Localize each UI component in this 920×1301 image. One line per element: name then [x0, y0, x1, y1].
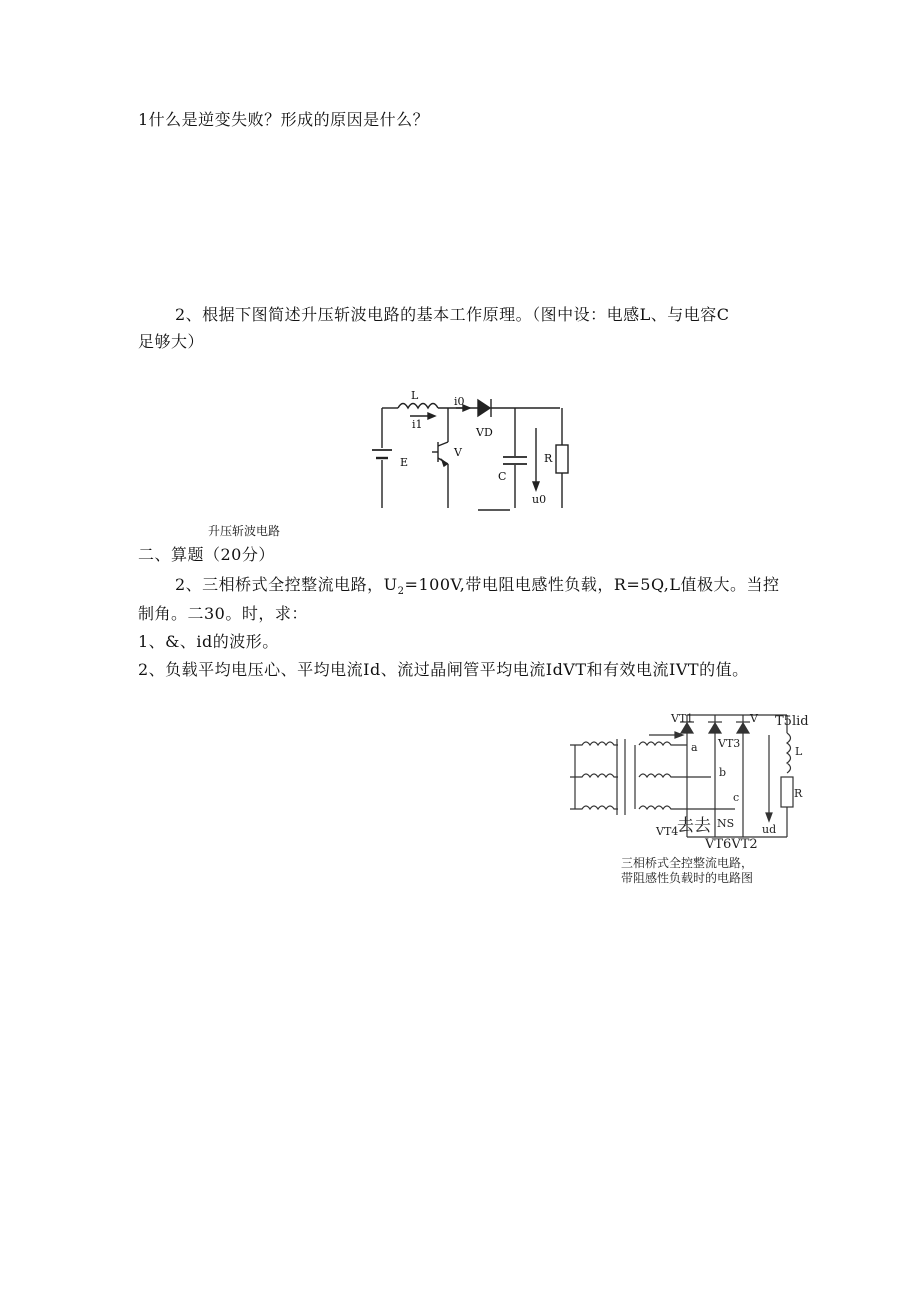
label-output-ud: ud [762, 823, 777, 836]
label-inductor: L [411, 390, 419, 402]
label-output-current: i0 [454, 395, 465, 408]
label-diode: VD [476, 426, 493, 439]
label-load-resistor: R [794, 787, 803, 800]
problem-item-2: 2、负载平均电压心、平均电流Id、流过晶闸管平均电流IdVT和有效电流IVT的值。 [138, 660, 749, 679]
label-vt3: VT3 [718, 737, 741, 750]
boost-chopper-diagram [370, 390, 590, 515]
label-overlay: 去去 [677, 816, 711, 836]
question-2-line-2: 足够大） [138, 332, 205, 351]
label-phase-b: b [719, 766, 727, 779]
problem-2-line-2: 制角。二30。时，求： [138, 604, 308, 623]
inductor-symbol [398, 404, 438, 409]
label-source: E [400, 456, 409, 469]
problem-2-text-b: =100V,带电阻电感性负载，R=5Q,L值极大。当控 [404, 575, 780, 594]
label-phase-c: c [733, 791, 740, 804]
label-top-right: T5lid [775, 714, 809, 729]
label-switch: V [454, 446, 462, 459]
label-vt5: V [750, 712, 758, 725]
diode-symbol [478, 400, 490, 416]
label-capacitor: C [498, 470, 507, 483]
bridge-caption-line-1: 三相桥式全控整流电路， [621, 856, 754, 870]
problem-item-1: 1、&、id的波形。 [138, 632, 279, 651]
label-phase-a: a [691, 741, 698, 754]
label-vt1: VT1 [671, 712, 694, 725]
question-1: 1什么是逆变失败？形成的原因是什么？ [138, 110, 430, 129]
problem-2-text-a: 2、三相桥式全控整流电路，U [175, 575, 398, 594]
bridge-caption-line-2: 带阻感性负载时的电路图 [621, 871, 754, 885]
label-inductor-current: i1 [412, 418, 423, 431]
label-vt4: VT4 [656, 825, 679, 838]
label-ns: NS [717, 817, 735, 830]
label-output-voltage: u0 [532, 493, 547, 506]
problem-2-line-1 [175, 575, 780, 602]
resistor-symbol [556, 445, 568, 473]
problem-2-subscript: 2 [397, 586, 405, 598]
label-load-inductor: L [795, 745, 803, 758]
section-heading: 二、算题（20分） [138, 545, 275, 564]
question-2-line-1: 2、根据下图简述升压斩波电路的基本工作原理。（图中设：电感L、与电容C [175, 305, 730, 324]
label-vt6vt2: VT6VT2 [705, 837, 758, 852]
boost-chopper-caption: 升压斩波电路 [208, 524, 281, 538]
label-resistor: R [544, 452, 553, 465]
three-phase-bridge-diagram [565, 705, 815, 885]
